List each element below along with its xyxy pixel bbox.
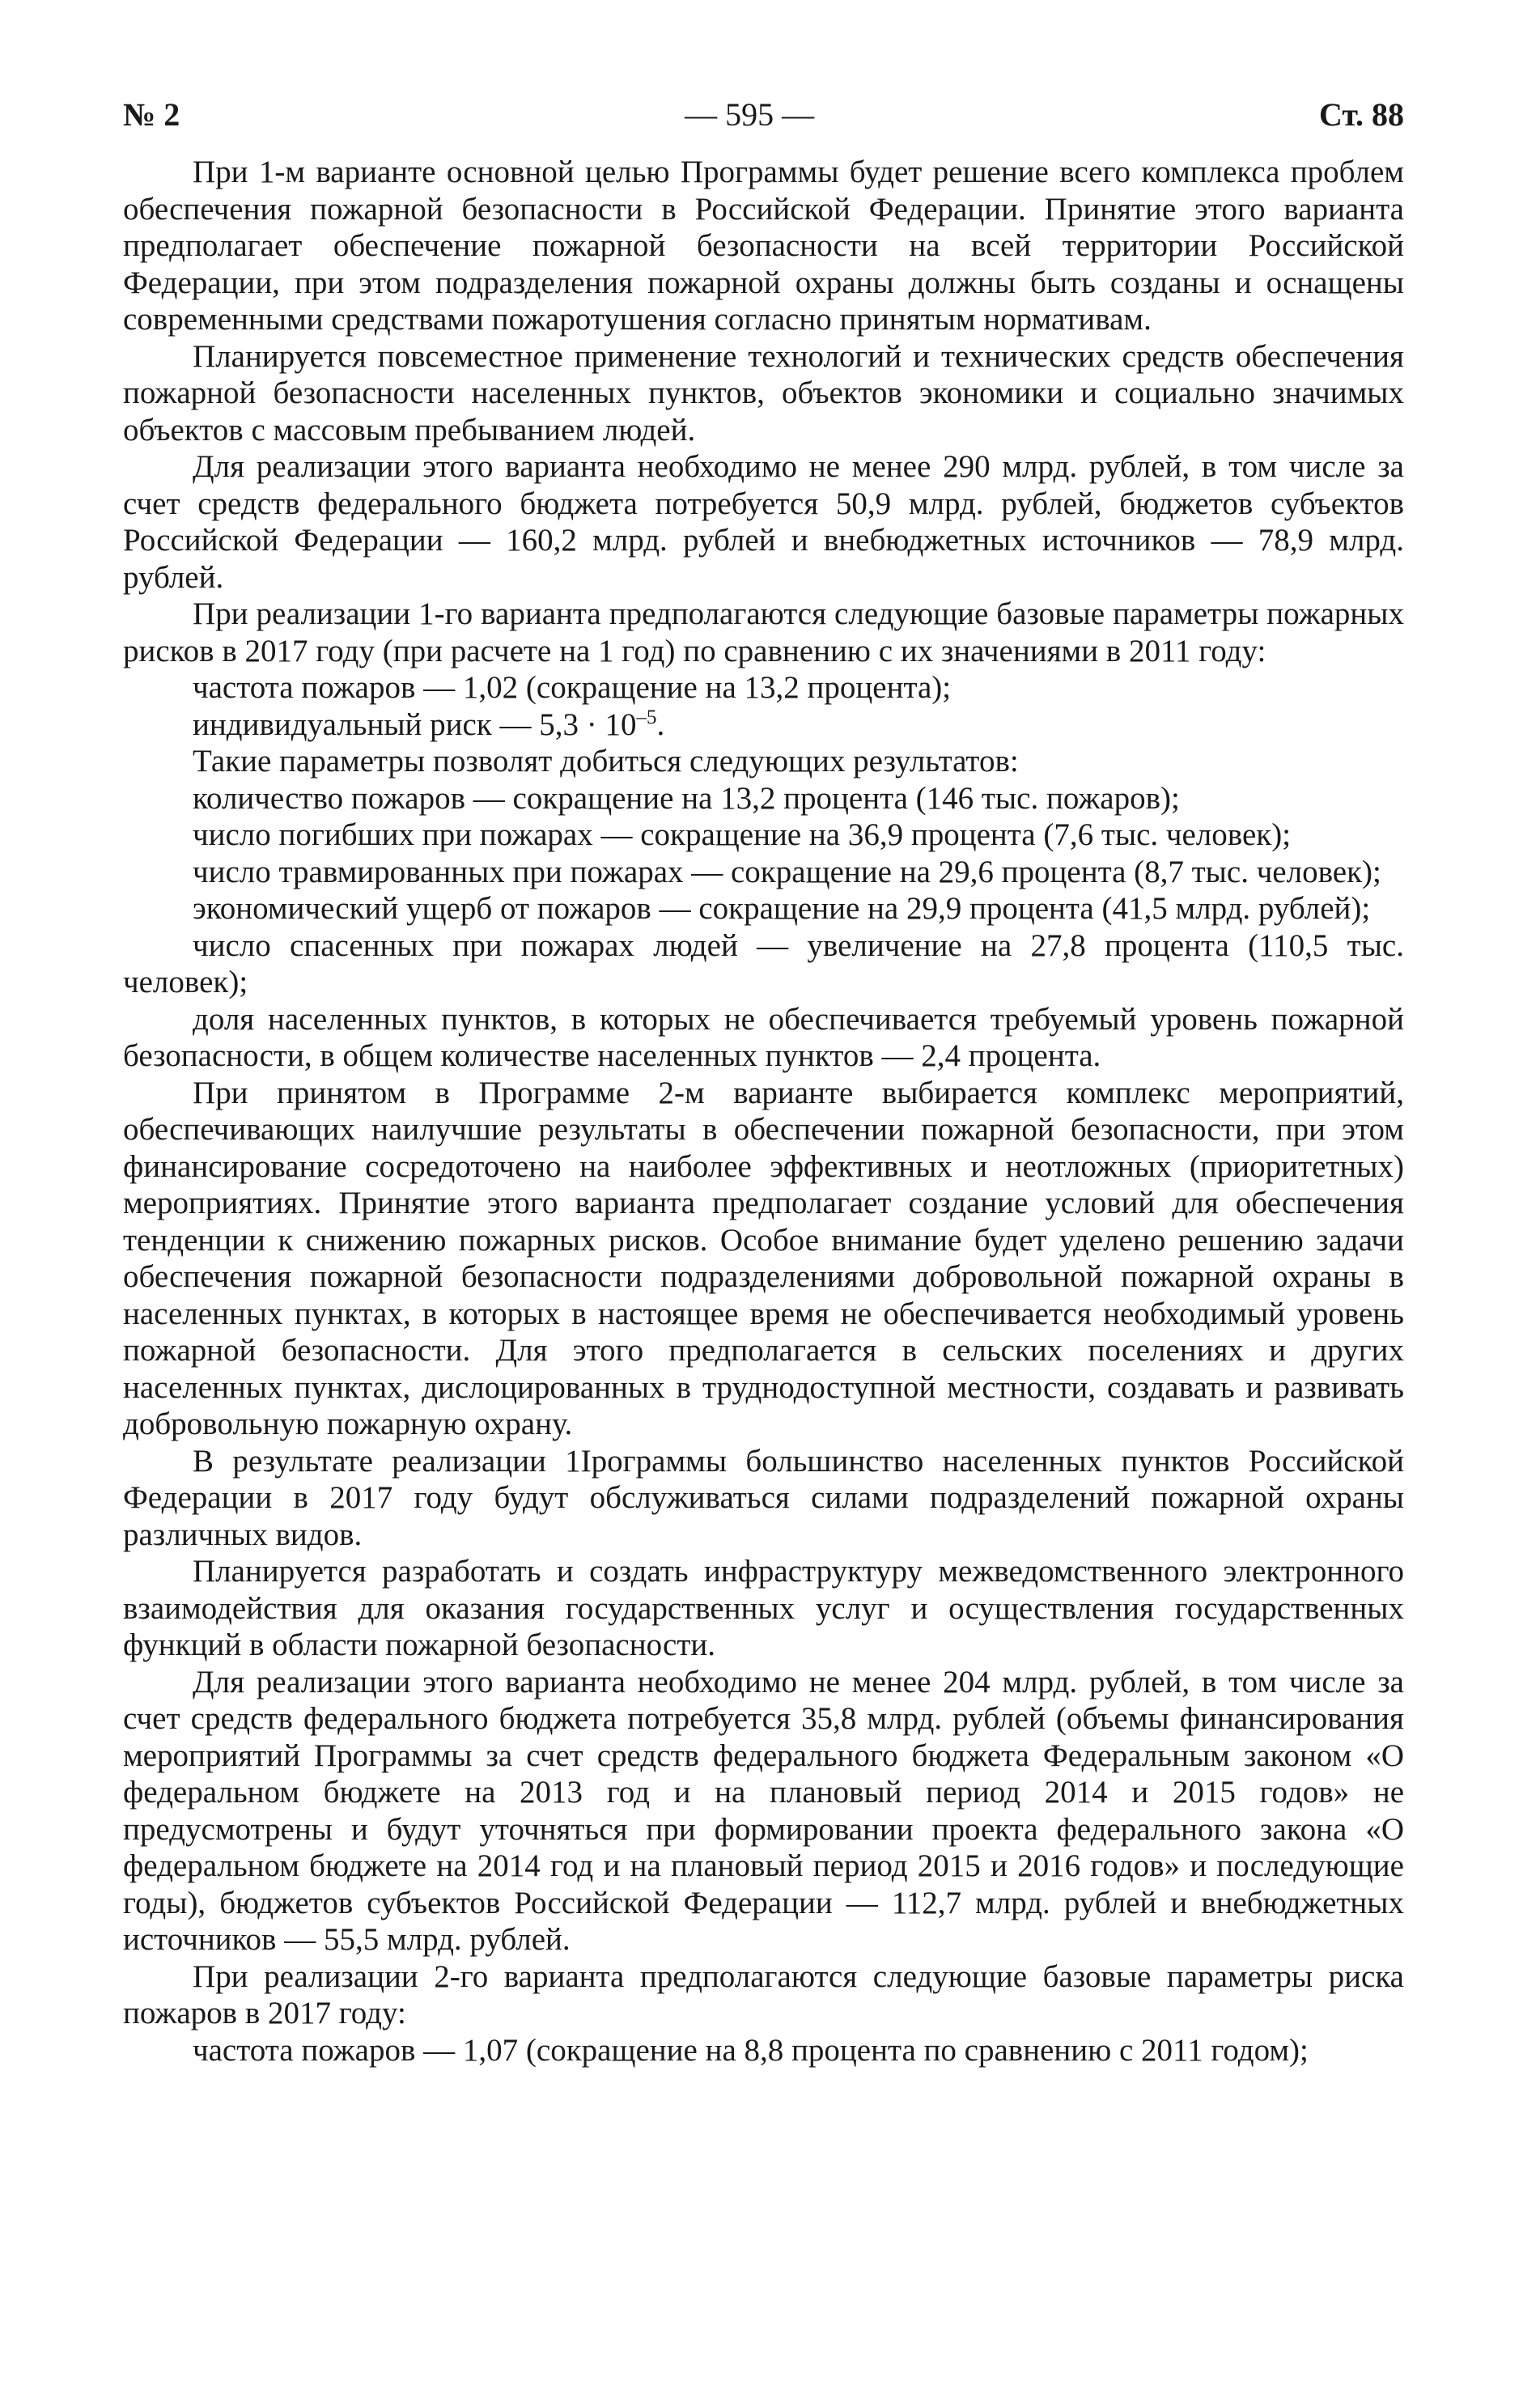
article-number: Ст. 88: [1318, 96, 1404, 133]
issue-number: № 2: [123, 96, 180, 133]
list-item: экономический ущерб от пожаров — сокращение на 29,9 процента (41,5 млрд. рублей);: [193, 891, 1371, 926]
paragraph: Для реализации этого варианта необходимо не менее 204 млрд. рублей, в том числе за счет средств федерального бюджета потребуется 35,8 млрд. рублей (объемы финансирования мероприятий Программы за счет средств федерального бюджета Федеральным законом «О федеральном бюджете на 2013 год и на плановый период 2014 и 2015 годов» не предусмотрены и будут уточняться при формировании проекта федерального закона «О федеральном бюджете на 2014 год и на плановый период 2015 и 2016 годов» и последующие годы), бюджетов субъектов Российской Федерации — 112,7 млрд. рублей и внебюджетных источников — 55,5 млрд. рублей.: [123, 1664, 1404, 1957]
list-item: число травмированных при пожарах — сокращение на 29,6 процента (8,7 тыс. человек);: [193, 854, 1381, 889]
individual-risk-text: индивидуальный риск — 5,3 · 10: [193, 707, 637, 742]
list-item: число погибших при пожарах — сокращение на 36,9 процента (7,6 тыс. человек);: [193, 817, 1292, 852]
paragraph: При реализации 1-го варианта предполагаются следующие базовые параметры пожарных рисков в 2017 году (при расчете на 1 год) по сравнению с их значениями в 2011 году:: [123, 596, 1404, 668]
paragraph: Планируется разработать и создать инфраструктуру межведомственного электронного взаимодействия для оказания государственных услуг и осуществления государственных функций в области пожарной безопасности.: [123, 1554, 1404, 1662]
list-item: доля населенных пунктов, в которых не обеспечивается требуемый уровень пожарной безопасности, в общем количестве населенных пунктов — 2,4 процента.: [123, 1001, 1404, 1073]
paragraph: В результате реализации 1Iрограммы большинство населенных пунктов Российской Федерации в 2017 году будут обслуживаться силами подразделений пожарной охраны различных видов.: [123, 1443, 1404, 1552]
risk-exponent: –5: [636, 706, 657, 728]
list-item: [123, 707, 1404, 744]
paragraph: При реализации 2-го варианта предполагаются следующие базовые параметры риска пожаров в 2017 году:: [123, 1958, 1404, 2030]
risk-period: .: [656, 707, 665, 742]
list-item: частота пожаров — 1,07 (сокращение на 8,8 процента по сравнению с 2011 годом);: [193, 2032, 1309, 2068]
page-number: — 595 —: [685, 96, 815, 133]
paragraph: Планируется повсеместное применение технологий и технических средств обеспечения пожарной безопасности населенных пунктов, объектов экономики и социально значимых объектов с массовым пребыванием людей.: [123, 338, 1404, 448]
list-item: количество пожаров — сокращение на 13,2 процента (146 тыс. пожаров);: [193, 780, 1180, 816]
list-item: частота пожаров — 1,02 (сокращение на 13,2 процента);: [193, 670, 952, 705]
document-body: [123, 154, 1404, 2069]
list-item: число спасенных при пожарах людей — увеличение на 27,8 процента (110,5 тыс. человек);: [123, 927, 1404, 999]
paragraph: При 1-м варианте основной целью Программы будет решение всего комплекса проблем обеспечения пожарной безопасности в Российской Федерации. Принятие этого варианта предполагает обеспечение пожарной безопасности на всей территории Российской Федерации, при этом подразделения пожарной охраны должны быть созданы и оснащены современными средствами пожаротушения согласно принятым нормативам.: [123, 155, 1404, 337]
document-page: [123, 89, 1404, 2069]
page-header: [123, 89, 1404, 141]
paragraph: При принятом в Программе 2-м варианте выбирается комплекс мероприятий, обеспечивающих наилучшие результаты в обеспечении пожарной безопасности, при этом финансирование сосредоточено на наиболее эффективных и неотложных (приоритетных) мероприятиях. Принятие этого варианта предполагает создание условий для обеспечения тенденции к снижению пожарных рисков. Особое внимание будет уделено решению задачи обеспечения пожарной безопасности подразделениями добровольной пожарной охраны в населенных пунктах, в которых в настоящее время не обеспечивается необходимый уровень пожарной безопасности. Для этого предполагается в сельских поселениях и других населенных пунктах, дислоцированных в труднодоступной местности, создавать и развивать добровольную пожарную охрану.: [123, 1075, 1404, 1441]
paragraph: Такие параметры позволят добиться следующих результатов:: [193, 744, 1019, 779]
paragraph: Для реализации этого варианта необходимо не менее 290 млрд. рублей, в том числе за счет средств федерального бюджета потребуется 50,9 млрд. рублей, бюджетов субъектов Российской Федерации — 160,2 млрд. рублей и внебюджетных источников — 78,9 млрд. рублей.: [123, 449, 1404, 595]
